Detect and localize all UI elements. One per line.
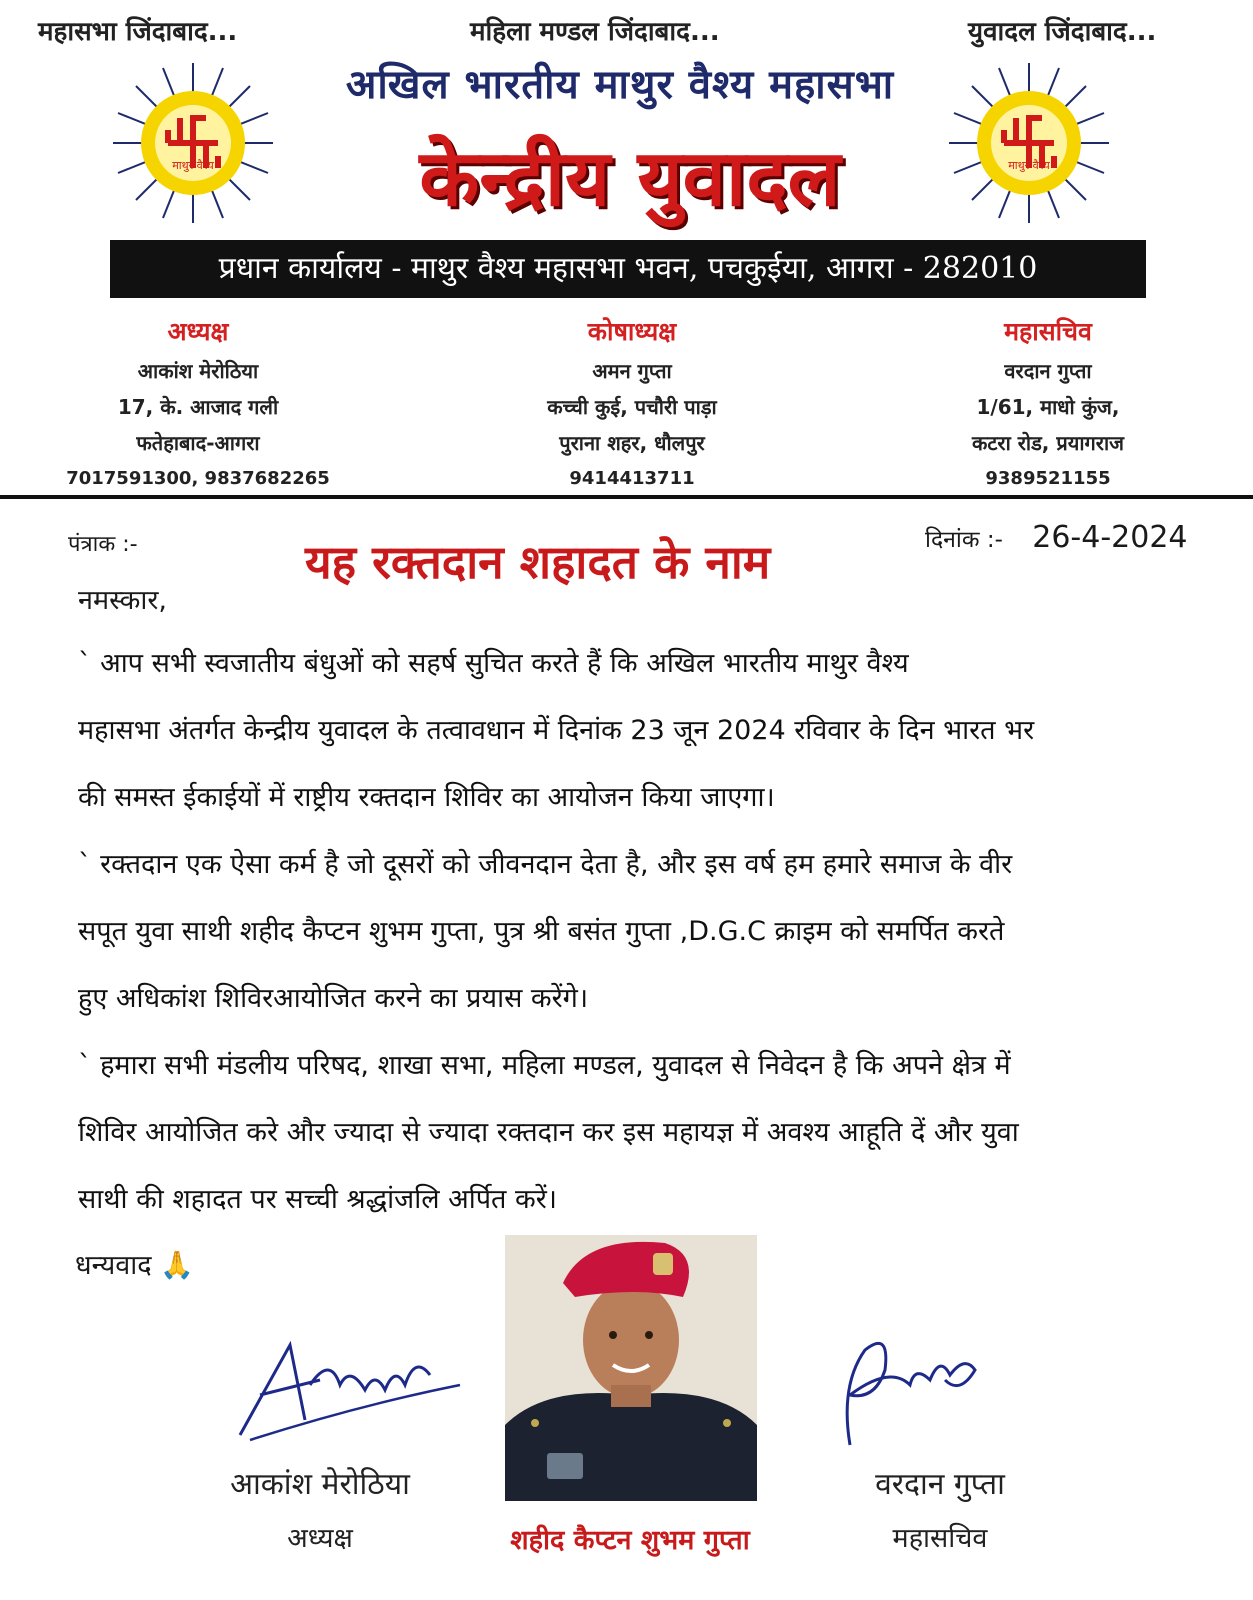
letter-headline: यह रक्तदान शहादत के नाम: [305, 535, 771, 589]
closing-line: [75, 1245, 194, 1282]
officer-treasurer: [472, 314, 792, 498]
logo-text-right: माथुर वैश्य: [1008, 159, 1050, 172]
officer-president: [38, 314, 358, 498]
body-line: सपूत युवा साथी शहीद कैप्टन शुभम गुप्ता, पुत्र श्री बसंत गुप्ता ,D.G.C क्राइम को समर्पित करते: [78, 916, 1005, 947]
left-signature-icon: [220, 1325, 470, 1459]
left-signatory-name: आकांश मेरोठिया: [230, 1467, 410, 1502]
officer-address-1: कच्ची कुई, पचौरी पाड़ा: [547, 395, 717, 419]
slogan-right: युवादल जिंदाबाद...: [968, 17, 1157, 47]
officer-name: आकांश मेरोठिया: [137, 359, 259, 383]
officer-phone: 9389521155: [985, 468, 1111, 489]
slogan-center: महिला मण्डल जिंदाबाद...: [470, 17, 720, 47]
date-line: [925, 520, 1188, 555]
officer-secretary: [888, 314, 1208, 498]
folded-hands-icon: 🙏: [160, 1250, 194, 1281]
officer-phone: 9414413711: [569, 468, 695, 489]
date-label: दिनांक :-: [925, 527, 1003, 553]
swastika-logo-right-icon: [944, 58, 1114, 228]
header-divider: [0, 495, 1253, 499]
left-signatory-role: अध्यक्ष: [287, 1523, 353, 1554]
body-line: हुए अधिकांश शिविरआयोजित करने का प्रयास करेंगे।: [78, 983, 589, 1014]
letter-body: [78, 630, 1178, 1233]
body-line: शिविर आयोजित करे और ज्यादा से ज्यादा रक्तदान कर इस महायज्ञ में अवश्य आहूति दें और युवा: [78, 1117, 1019, 1148]
officer-address-1: 17, के. आजाद गली: [117, 395, 279, 419]
body-line: ` हमारा सभी मंडलीय परिषद, शाखा सभा, महिला मण्डल, युवादल से निवेदन है कि अपने क्षेत्र में: [78, 1050, 1011, 1081]
martyr-caption: शहीद कैप्टन शुभम गुप्ता: [510, 1525, 750, 1556]
body-line: ` रक्तदान एक ऐसा कर्म है जो दूसरों को जीवनदान देता है, और इस वर्ष हम हमारे समाज के वीर: [78, 849, 1013, 880]
slogan-left: महासभा जिंदाबाद...: [38, 17, 238, 47]
officer-name: वरदान गुप्ता: [1004, 359, 1092, 383]
org-name: अखिल भारतीय माथुर वैश्य महासभा: [345, 62, 895, 108]
right-signature-icon: [830, 1325, 990, 1459]
officer-role: अध्यक्ष: [167, 317, 229, 346]
officer-address-2: पुराना शहर, धौलपुर: [559, 431, 705, 455]
right-signatory-role: महासचिव: [892, 1523, 988, 1554]
body-line: की समस्त ईकाईयों में राष्ट्रीय रक्तदान शिविर का आयोजन किया जाएगा।: [78, 782, 775, 813]
logo-text-left: माथुर वैश्य: [172, 159, 214, 172]
body-line: महासभा अंतर्गत केन्द्रीय युवादल के तत्वावधान में दिनांक 23 जून 2024 रविवार के दिन भारत भर: [78, 715, 1035, 746]
body-line: ` आप सभी स्वजातीय बंधुओं को सहर्ष सुचित करते हैं कि अखिल भारतीय माथुर वैश्य: [78, 648, 909, 679]
officer-address-2: फतेहाबाद-आगरा: [136, 431, 260, 455]
wing-name: केन्द्रीय युवादल: [419, 134, 841, 224]
closing-text: धन्यवाद: [75, 1250, 152, 1281]
officer-address-1: 1/61, माधो कुंज,: [976, 395, 1120, 419]
body-line: साथी की शहादत पर सच्ची श्रद्धांजलि अर्पित करें।: [78, 1184, 558, 1215]
greeting: नमस्कार,: [78, 585, 167, 616]
right-signatory-name: वरदान गुप्ता: [875, 1467, 1005, 1502]
swastika-logo-left-icon: [108, 58, 278, 228]
officer-role: महासचिव: [1004, 317, 1092, 346]
officer-phone: 7017591300, 9837682265: [66, 468, 330, 489]
officer-address-2: कटरा रोड, प्रयागराज: [971, 431, 1124, 455]
address-bar: प्रधान कार्यालय - माथुर वैश्य महासभा भवन, पचकुईया, आगरा - 282010: [110, 240, 1146, 298]
patrank-label: पंत्राक :-: [68, 532, 138, 557]
officer-name: अमन गुप्ता: [592, 359, 672, 383]
officer-role: कोषाध्यक्ष: [587, 317, 677, 346]
date-value: 26-4-2024: [1032, 520, 1188, 555]
martyr-photo: [505, 1235, 757, 1501]
